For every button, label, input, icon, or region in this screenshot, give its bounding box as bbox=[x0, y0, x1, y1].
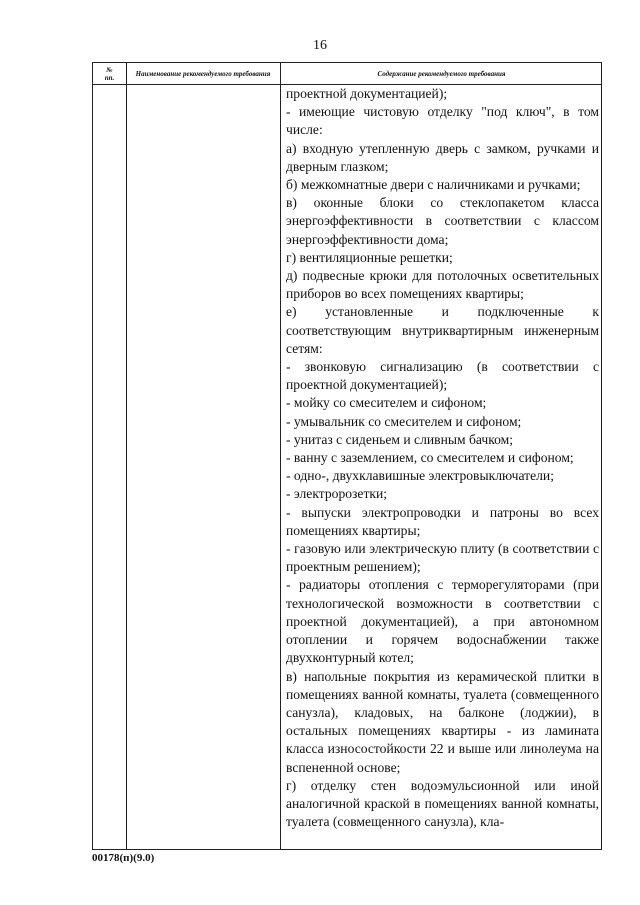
requirement-content-cell bbox=[286, 85, 599, 831]
header-requirement-name-label: Наименование рекомендуемого требования bbox=[135, 69, 271, 78]
requirements-table bbox=[92, 62, 602, 850]
content-paragraph: г) отделку стен водоэмульсионной или иной аналогичной краской в помещениях ванной комнаты, туалета (совмещенного санузла), кла- bbox=[286, 777, 599, 830]
content-paragraph: - звонковую сигнализацию (в соответствии с проектной документацией); bbox=[286, 359, 599, 393]
header-requirement-content bbox=[280, 63, 603, 84]
content-paragraph: - электророзетки; bbox=[286, 486, 388, 502]
header-requirement-content-label: Содержание рекомендуемого требования bbox=[377, 69, 506, 78]
content-paragraph: г) вентиляционные решетки; bbox=[286, 249, 453, 265]
content-paragraph: а) входную утепленную дверь с замком, ручками и дверным глазком; bbox=[286, 140, 599, 174]
header-number bbox=[93, 63, 126, 84]
content-paragraph: е) установленные и подключенные к соответствующим внутриквартирным инженерным сетям: bbox=[286, 304, 599, 356]
table-header-row bbox=[93, 63, 601, 85]
header-requirement-name bbox=[126, 63, 280, 84]
column-divider bbox=[126, 63, 127, 849]
content-paragraph: в) напольные покрытия из керамической плитки в помещениях ванной комнаты, туалета (совмещенного санузла), кладовых, на балконе (лоджии), в остальных помещениях квартиры - из ламината класса износостойкости 22 и выше или линолеума на вспененной основе; bbox=[286, 668, 599, 775]
content-paragraph: - газовую или электрическую плиту (в соответствии с проектным решением); bbox=[286, 541, 599, 575]
content-paragraph: б) межкомнатные двери с наличниками и ручками; bbox=[286, 177, 581, 193]
content-paragraph: - одно-, двухклавишные электровыключатели; bbox=[286, 468, 554, 484]
content-paragraph: - унитаз с сиденьем и сливным бачком; bbox=[286, 431, 514, 447]
content-paragraph: - умывальник со смесителем и сифоном; bbox=[286, 413, 522, 429]
content-paragraph: д) подвесные крюки для потолочных осветительных приборов во всех помещениях квартиры; bbox=[286, 268, 599, 302]
page-number: 16 bbox=[313, 38, 327, 53]
content-paragraph: - мойку со смесителем и сифоном; bbox=[286, 395, 487, 411]
content-paragraph: в) оконные блоки со стеклопакетом класса энергоэффективности в соответствии с классом энергоэффективности дома; bbox=[286, 195, 599, 247]
column-divider bbox=[280, 63, 281, 849]
content-paragraph: проектной документацией); bbox=[286, 86, 448, 101]
document-code: 00178(п)(9.0) bbox=[92, 852, 155, 864]
content-paragraph: - выпуски электропроводки и патроны во всех помещениях квартиры; bbox=[286, 504, 599, 538]
content-paragraph: - имеющие чистовую отделку "под ключ", в том числе: bbox=[286, 104, 599, 138]
header-number-label: № пп. bbox=[104, 65, 115, 82]
content-paragraph: - радиаторы отопления с терморегуляторами (при технологической возможности в соответствии с проектной документацией), а при автономном отоплении и горячем водоснабжении также двухконтурный котел; bbox=[286, 577, 599, 666]
content-paragraph: - ванну с заземлением, со смесителем и сифоном; bbox=[286, 450, 574, 466]
